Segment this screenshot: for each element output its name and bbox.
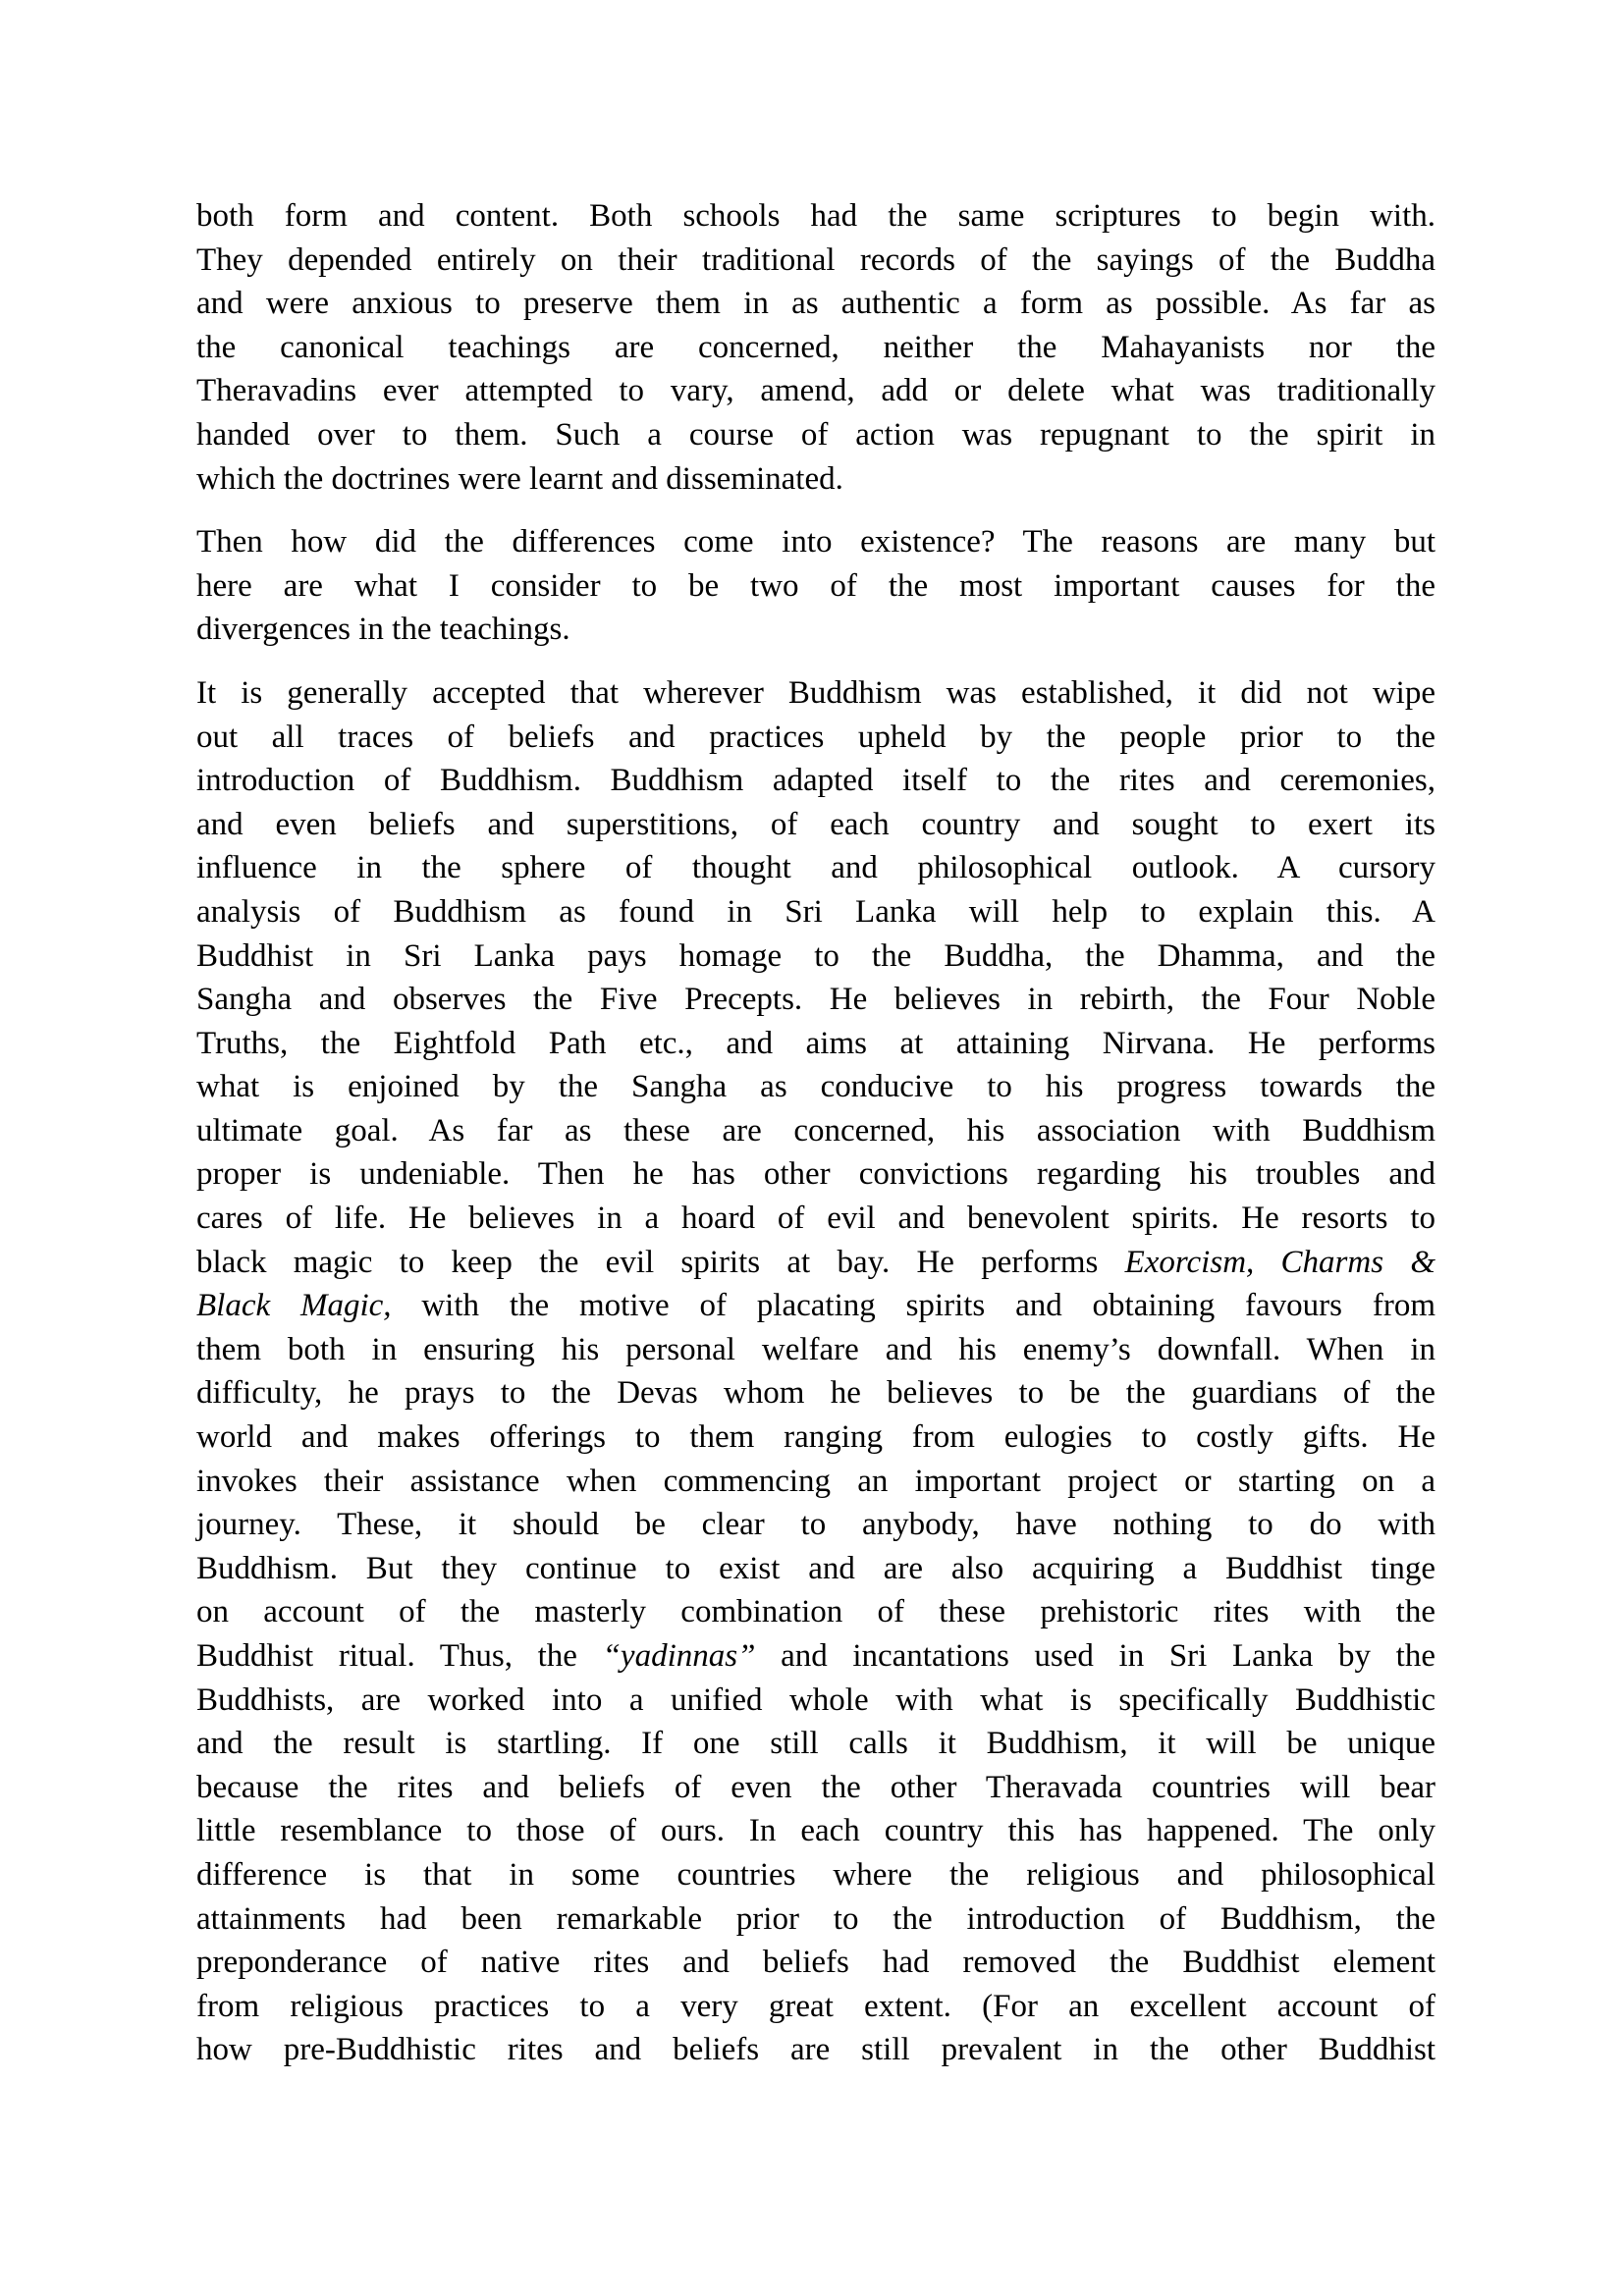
text-line: because the rites and beliefs of even the other Theravada countries will bear <box>196 1769 1435 1805</box>
text-line: preponderance of native rites and beliefs had removed the Buddhist element <box>196 1945 1435 1981</box>
text-line: analysis of Buddhism as found in Sri Lanka will help to explain this. A <box>196 893 1435 930</box>
text-line: Buddhist in Sri Lanka pays homage to the Buddha, the Dhamma, and the <box>196 937 1435 974</box>
text-line: attainments had been remarkable prior to the introduction of Buddhism, the <box>196 1900 1435 1937</box>
text-line: Sangha and observes the Five Precepts. He believes in rebirth, the Four Noble <box>196 982 1435 1018</box>
text-line: here are what I consider to be two of the most important causes for the <box>196 567 1435 604</box>
text-line: how pre-Buddhistic rites and beliefs are still prevalent in the other Buddhist <box>196 2032 1435 2068</box>
text-line: them both in ensuring his personal welfare and his enemy’s downfall. When in <box>196 1331 1435 1367</box>
text-line: difference is that in some countries where the religious and philosophical <box>196 1856 1435 1893</box>
italic-term: Black Magic, <box>196 1288 392 1324</box>
text-line: and the result is startling. If one still calls it Buddhism, it will be unique <box>196 1726 1435 1762</box>
italic-term: “yadinnas” <box>602 1638 756 1674</box>
text-line: Buddhism. But they continue to exist and are also acquiring a Buddhist tinge <box>196 1550 1435 1586</box>
text-run: black magic to keep the evil spirits at bay. He performs <box>196 1244 1125 1280</box>
text-line: world and makes offerings to them ranging from eulogies to costly gifts. He <box>196 1419 1435 1456</box>
text-line-with-italic <box>196 1284 1435 1328</box>
text-line: influence in the sphere of thought and philosophical outlook. A cursory <box>196 850 1435 886</box>
text-line-with-italic <box>196 1241 1435 1285</box>
text-line: Buddhists, are worked into a unified whole with what is specifically Buddhistic <box>196 1682 1435 1718</box>
text-line: Theravadins ever attempted to vary, amend, add or delete what was traditionally <box>196 373 1435 409</box>
text-line: on account of the masterly combination of these prehistoric rites with the <box>196 1594 1435 1630</box>
text-run: and incantations used in Sri Lanka by the <box>755 1638 1435 1674</box>
text-line: and even beliefs and superstitions, of each country and sought to exert its <box>196 806 1435 842</box>
italic-term: Exorcism, Charms & <box>1124 1244 1435 1280</box>
text-run: Buddhist ritual. Thus, the <box>196 1638 603 1674</box>
text-line: It is generally accepted that wherever Buddhism was established, it did not wipe <box>196 674 1435 711</box>
text-line: introduction of Buddhism. Buddhism adapted itself to the rites and ceremonies, <box>196 763 1435 799</box>
paragraph-3 <box>196 671 1435 2072</box>
text-line: the canonical teachings are concerned, neither the Mahayanists nor the <box>196 329 1435 365</box>
text-line: They depended entirely on their traditional records of the sayings of the Buddha <box>196 241 1435 278</box>
text-line: cares of life. He believes in a hoard of evil and benevolent spirits. He resorts to <box>196 1201 1435 1237</box>
text-line: Truths, the Eightfold Path etc., and aims at attaining Nirvana. He performs <box>196 1025 1435 1061</box>
text-line: invokes their assistance when commencing an important project or starting on a <box>196 1463 1435 1499</box>
text-line: and were anxious to preserve them in as authentic a form as possible. As far as <box>196 286 1435 322</box>
text-line: which the doctrines were learnt and disseminated. <box>196 460 843 497</box>
text-line: what is enjoined by the Sangha as conducive to his progress towards the <box>196 1069 1435 1105</box>
text-line: Then how did the differences come into existence? The reasons are many but <box>196 524 1435 561</box>
text-line: handed over to them. Such a course of action was repugnant to the spirit in <box>196 416 1435 453</box>
text-line: ultimate goal. As far as these are concerned, his association with Buddhism <box>196 1112 1435 1148</box>
text-run: with the motive of placating spirits and obtaining favours from <box>391 1288 1435 1324</box>
text-line: difficulty, he prays to the Devas whom he believes to be the guardians of the <box>196 1375 1435 1412</box>
document-page <box>196 194 1435 2072</box>
text-line: little resemblance to those of ours. In each country this has happened. The only <box>196 1813 1435 1849</box>
text-line: divergences in the teachings. <box>196 612 570 648</box>
text-line: proper is undeniable. Then he has other convictions regarding his troubles and <box>196 1156 1435 1193</box>
text-line: both form and content. Both schools had the same scriptures to begin with. <box>196 198 1435 234</box>
paragraph-2 <box>196 520 1435 652</box>
text-line: out all traces of beliefs and practices upheld by the people prior to the <box>196 719 1435 755</box>
text-line: journey. These, it should be clear to anybody, have nothing to do with <box>196 1507 1435 1543</box>
paragraph-1 <box>196 194 1435 501</box>
text-line: from religious practices to a very great extent. (For an excellent account of <box>196 1988 1435 2024</box>
text-line-with-italic <box>196 1634 1435 1679</box>
